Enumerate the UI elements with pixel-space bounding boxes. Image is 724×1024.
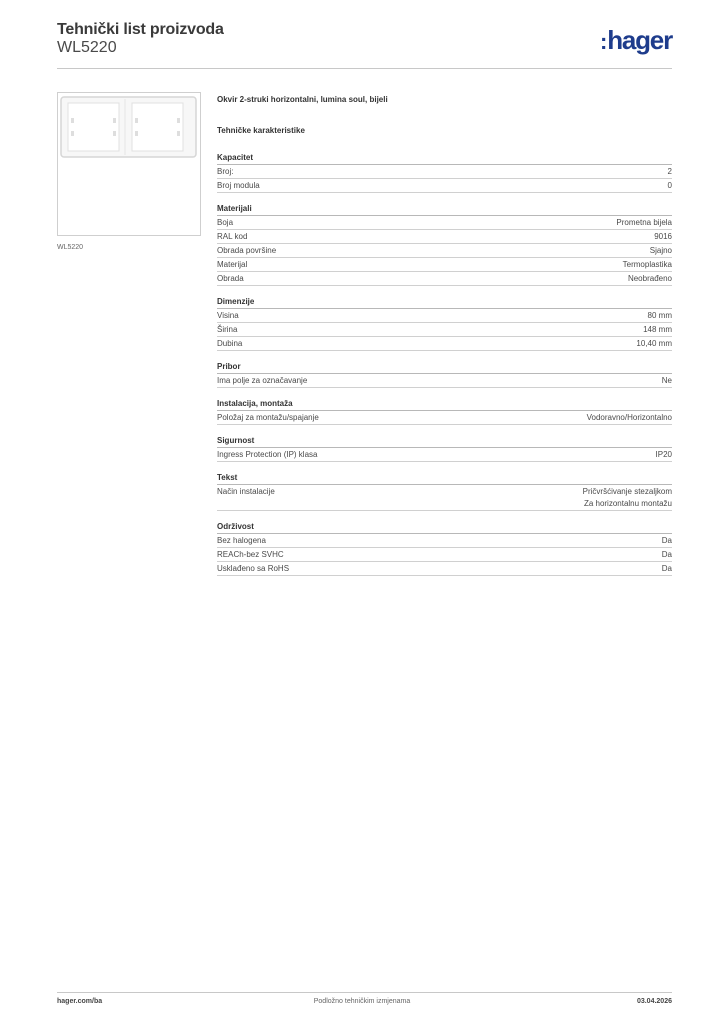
spec-label: Obrada	[217, 274, 244, 283]
product-image	[57, 92, 201, 236]
spec-value-line: 10,40 mm	[636, 339, 672, 348]
spec-value	[616, 217, 672, 229]
spec-value	[662, 535, 672, 547]
spec-value	[662, 563, 672, 575]
spec-value-line: 148 mm	[643, 325, 672, 334]
spec-row	[217, 244, 672, 258]
spec-label: Materijal	[217, 260, 248, 269]
spec-value	[648, 310, 672, 322]
spec-group-title: Pribor	[217, 361, 672, 374]
spec-row	[217, 323, 672, 337]
logo-prefix: :	[600, 29, 607, 54]
spec-group	[217, 398, 672, 425]
spec-row	[217, 562, 672, 576]
spec-row	[217, 411, 672, 425]
spec-group	[217, 152, 672, 193]
spec-value	[643, 324, 672, 336]
spec-group-title: Materijali	[217, 203, 672, 216]
spec-label: Boja	[217, 218, 234, 227]
spec-label: Ima polje za označavanje	[217, 376, 308, 385]
spec-label: Usklađeno sa RoHS	[217, 564, 290, 573]
spec-value	[668, 166, 672, 178]
footer-date: 03.04.2026	[636, 998, 672, 1005]
spec-value-line: Za horizontalnu montažu	[583, 499, 672, 508]
spec-row	[217, 485, 672, 511]
spec-label: Položaj za montažu/spajanje	[217, 413, 319, 422]
spec-label: RAL kod	[217, 232, 248, 241]
spec-label: Obrada površine	[217, 246, 277, 255]
spec-group-title: Dimenzije	[217, 296, 672, 309]
spec-row	[217, 309, 672, 323]
footer-website: hager.com/ba	[57, 998, 103, 1005]
spec-value	[583, 486, 672, 510]
hager-logo	[600, 27, 672, 53]
product-description: Okvir 2-struki horizontalni, lumina soul, bijeli	[217, 95, 388, 104]
spec-row	[217, 258, 672, 272]
spec-label: Bez halogena	[217, 536, 266, 545]
spec-group-title: Tekst	[217, 472, 672, 485]
spec-group	[217, 203, 672, 286]
spec-value-line: Vodoravno/Horizontalno	[586, 413, 672, 422]
spec-row	[217, 337, 672, 351]
logo-text: hager	[607, 25, 672, 55]
spec-value	[623, 259, 672, 271]
header-divider	[57, 68, 672, 69]
page-title: Tehnički list proizvoda	[57, 21, 224, 38]
spec-label: Način instalacije	[217, 487, 275, 496]
spec-value-line: 2	[667, 167, 672, 176]
spec-value-line: Ne	[661, 376, 672, 385]
spec-heading: Tehničke karakteristike	[217, 126, 305, 135]
spec-value	[650, 245, 672, 257]
spec-row	[217, 534, 672, 548]
spec-row	[217, 179, 672, 193]
spec-group	[217, 521, 672, 576]
spec-row	[217, 272, 672, 286]
spec-label: REACh-bez SVHC	[217, 550, 284, 559]
spec-value-line: Neobrađeno	[627, 274, 672, 283]
spec-value-line: Pričvršćivanje stezaljkom	[582, 487, 672, 496]
spec-value	[628, 273, 672, 285]
spec-row	[217, 374, 672, 388]
spec-value	[662, 375, 672, 387]
spec-row	[217, 548, 672, 562]
spec-value-line: Da	[661, 536, 672, 545]
spec-label: Visina	[217, 311, 239, 320]
spec-label: Ingress Protection (IP) klasa	[217, 450, 318, 459]
spec-value-line: Prometna bijela	[616, 218, 672, 227]
product-code: WL5220	[57, 39, 117, 56]
spec-value-line: Termoplastika	[622, 260, 672, 269]
spec-label: Dubina	[217, 339, 243, 348]
spec-group-title: Sigurnost	[217, 435, 672, 448]
spec-group-title: Održivost	[217, 521, 672, 534]
spec-label: Broj:	[217, 167, 234, 176]
spec-value-line: IP20	[655, 450, 672, 459]
footer-divider	[57, 992, 672, 993]
spec-label: Širina	[217, 325, 238, 334]
spec-value	[636, 338, 672, 350]
spec-value-line: 9016	[654, 232, 672, 241]
spec-section	[217, 95, 672, 586]
spec-group-title: Instalacija, montaža	[217, 398, 672, 411]
spec-row	[217, 448, 672, 462]
spec-value	[662, 549, 672, 561]
spec-group	[217, 361, 672, 388]
spec-value	[668, 180, 672, 192]
spec-group	[217, 296, 672, 351]
spec-value	[587, 412, 672, 424]
spec-group	[217, 435, 672, 462]
spec-value	[654, 231, 672, 243]
double-frame-illustration	[58, 93, 200, 235]
image-caption: WL5220	[57, 244, 84, 251]
spec-label: Broj modula	[217, 181, 260, 190]
spec-value-line: Da	[661, 564, 672, 573]
spec-value	[656, 449, 672, 461]
spec-groups	[217, 152, 672, 576]
spec-row	[217, 216, 672, 230]
spec-value-line: Da	[661, 550, 672, 559]
spec-group	[217, 472, 672, 511]
spec-value-line: 0	[667, 181, 672, 190]
spec-row	[217, 165, 672, 179]
spec-row	[217, 230, 672, 244]
spec-value-line: Sjajno	[649, 246, 672, 255]
spec-value-line: 80 mm	[647, 311, 672, 320]
footer-notice: Podložno tehničkim izmjenama	[313, 998, 411, 1005]
spec-group-title: Kapacitet	[217, 152, 672, 165]
